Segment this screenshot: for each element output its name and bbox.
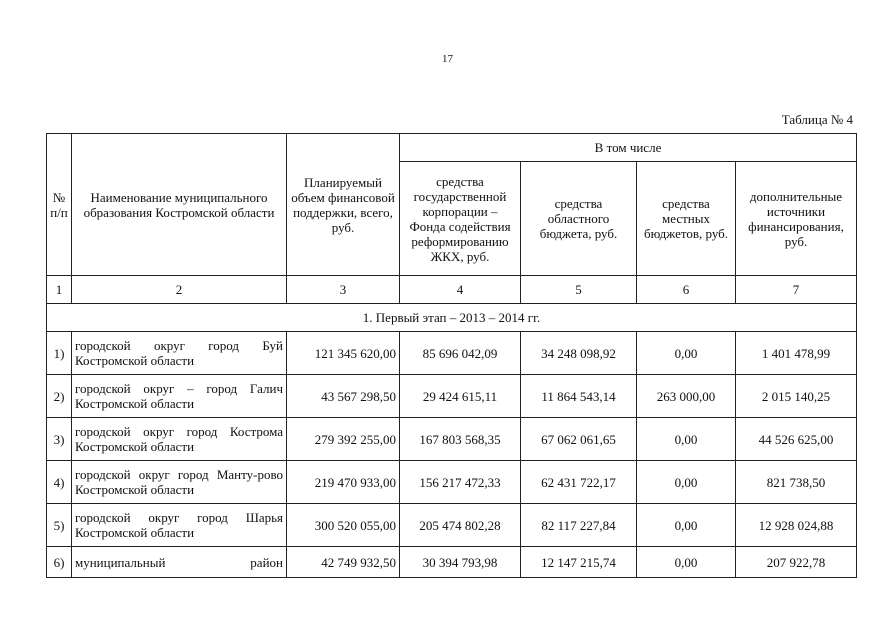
- table-row: [47, 504, 857, 547]
- table-row: [47, 461, 857, 504]
- row-regional: 62 431 722,17: [521, 461, 637, 504]
- header-additional: дополнительные источники финансирования, руб.: [736, 162, 857, 276]
- column-number: 7: [736, 276, 857, 304]
- row-name: городской округ город Манту-рово Костромской области: [72, 461, 287, 504]
- row-regional: 82 117 227,84: [521, 504, 637, 547]
- row-total: 300 520 055,00: [287, 504, 400, 547]
- row-num: 1): [47, 332, 72, 375]
- row-total: 43 567 298,50: [287, 375, 400, 418]
- header-fund: средства государственной корпорации – Фонда содействия реформированию ЖКХ, руб.: [400, 162, 521, 276]
- row-name: муниципальный район: [72, 547, 287, 578]
- row-num: 4): [47, 461, 72, 504]
- row-local: 0,00: [637, 461, 736, 504]
- column-number: 1: [47, 276, 72, 304]
- table-row: [47, 547, 857, 578]
- column-number: 3: [287, 276, 400, 304]
- header-regional: средства областного бюджета, руб.: [521, 162, 637, 276]
- row-local: 0,00: [637, 418, 736, 461]
- header-name: Наименование муниципального образования Костромской области: [72, 134, 287, 276]
- row-regional: 34 248 098,92: [521, 332, 637, 375]
- header-local: средства местных бюджетов, руб.: [637, 162, 736, 276]
- stage-title: 1. Первый этап – 2013 – 2014 гг.: [47, 304, 857, 332]
- row-fund: 205 474 802,28: [400, 504, 521, 547]
- column-number: 4: [400, 276, 521, 304]
- row-additional: 12 928 024,88: [736, 504, 857, 547]
- row-fund: 29 424 615,11: [400, 375, 521, 418]
- row-additional: 821 738,50: [736, 461, 857, 504]
- row-local: 263 000,00: [637, 375, 736, 418]
- row-num: 6): [47, 547, 72, 578]
- row-name: городской округ – город Галич Костромской области: [72, 375, 287, 418]
- row-fund: 30 394 793,98: [400, 547, 521, 578]
- table-row: [47, 332, 857, 375]
- row-regional: 12 147 215,74: [521, 547, 637, 578]
- row-local: 0,00: [637, 332, 736, 375]
- header-total: Планируемый объем финансовой поддержки, всего, руб.: [287, 134, 400, 276]
- row-fund: 85 696 042,09: [400, 332, 521, 375]
- row-regional: 67 062 061,65: [521, 418, 637, 461]
- row-local: 0,00: [637, 504, 736, 547]
- row-total: 42 749 932,50: [287, 547, 400, 578]
- table-row: [47, 375, 857, 418]
- financing-table: [46, 133, 857, 578]
- row-name: городской округ город Шарья Костромской области: [72, 504, 287, 547]
- table-row: [47, 418, 857, 461]
- row-additional: 207 922,78: [736, 547, 857, 578]
- row-name: городской округ город Кострома Костромской области: [72, 418, 287, 461]
- row-additional: 2 015 140,25: [736, 375, 857, 418]
- table-caption: Таблица № 4: [781, 112, 853, 127]
- row-num: 2): [47, 375, 72, 418]
- header-including: В том числе: [400, 134, 857, 162]
- row-total: 121 345 620,00: [287, 332, 400, 375]
- row-additional: 1 401 478,99: [736, 332, 857, 375]
- row-fund: 156 217 472,33: [400, 461, 521, 504]
- column-number: 5: [521, 276, 637, 304]
- row-name: городской округ город Буй Костромской области: [72, 332, 287, 375]
- row-fund: 167 803 568,35: [400, 418, 521, 461]
- column-number: 6: [637, 276, 736, 304]
- row-total: 219 470 933,00: [287, 461, 400, 504]
- row-num: 5): [47, 504, 72, 547]
- row-num: 3): [47, 418, 72, 461]
- row-total: 279 392 255,00: [287, 418, 400, 461]
- page-number: 17: [442, 53, 453, 65]
- row-local: 0,00: [637, 547, 736, 578]
- column-number: 2: [72, 276, 287, 304]
- row-regional: 11 864 543,14: [521, 375, 637, 418]
- header-num: № п/п: [47, 134, 72, 276]
- row-additional: 44 526 625,00: [736, 418, 857, 461]
